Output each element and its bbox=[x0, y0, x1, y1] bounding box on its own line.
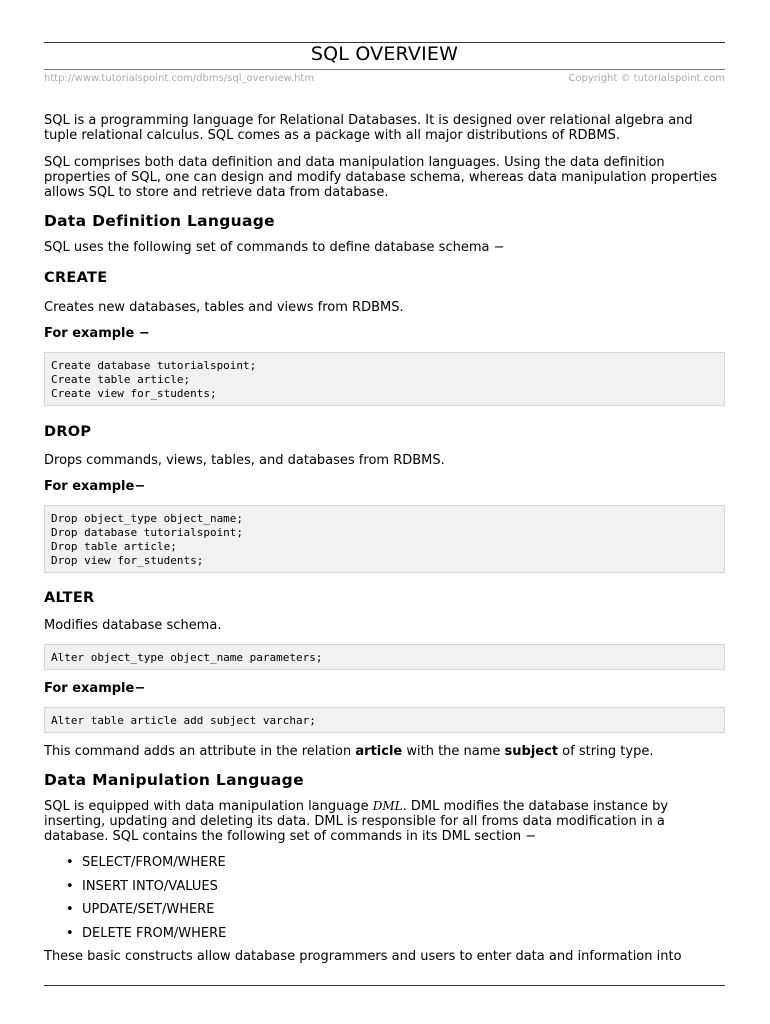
dml-closing: These basic constructs allow database programmers and users to enter data and information into bbox=[44, 949, 682, 964]
alter-heading: ALTER bbox=[44, 590, 95, 606]
ddl-intro: SQL uses the following set of commands to define database schema − bbox=[44, 240, 505, 255]
list-item: • UPDATE/SET/WHERE bbox=[82, 902, 725, 917]
page-meta bbox=[44, 73, 725, 84]
alter-note-text-1: This command adds an attribute in the relation bbox=[44, 744, 356, 759]
create-example-label: For example − bbox=[44, 326, 150, 341]
drop-description: Drops commands, views, tables, and databases from RDBMS. bbox=[44, 453, 445, 468]
alter-note bbox=[44, 744, 725, 759]
article-body bbox=[44, 113, 725, 964]
alter-syntax-code-block: Alter object_type object_name parameters; bbox=[44, 644, 725, 670]
ddl-heading: Data Definition Language bbox=[44, 212, 275, 230]
intro-paragraph-2: SQL comprises both data definition and data manipulation languages. Using the data definition properties of SQL, one can design and modify database schema, whereas data manipulation properties allows SQL to store and retrieve data from database. bbox=[44, 155, 718, 200]
dml-heading: Data Manipulation Language bbox=[44, 771, 304, 789]
drop-heading: DROP bbox=[44, 424, 92, 440]
dml-command-list bbox=[44, 855, 725, 941]
create-code-block: Create database tutorialspoint; Create table article; Create view for_students; bbox=[44, 352, 725, 406]
copyright: Copyright © tutorialspoint.com bbox=[568, 73, 725, 84]
intro-paragraph-1: SQL is a programming language for Relational Databases. It is designed over relational algebra and tuple relational calculus. SQL comes as a package with all major distributions of RDBMS. bbox=[44, 113, 693, 143]
list-item: • DELETE FROM/WHERE bbox=[82, 926, 725, 941]
dml-term: DML bbox=[372, 799, 403, 813]
create-description: Creates new databases, tables and views from RDBMS. bbox=[44, 300, 404, 315]
title-rule bbox=[44, 69, 725, 70]
alter-note-article: article bbox=[355, 744, 403, 759]
bottom-rule bbox=[44, 985, 725, 986]
list-item: • SELECT/FROM/WHERE bbox=[82, 855, 725, 870]
drop-example-label: For example− bbox=[44, 479, 146, 494]
dml-paragraph-text-2: . DML modifies the database instance by inserting, updating and deleting its data. DML is responsible for all froms data modification in a database. SQL contains the following set of commands in its DML section − bbox=[44, 799, 669, 844]
alter-note-text-2: with the name bbox=[402, 744, 505, 759]
alter-description: Modifies database schema. bbox=[44, 618, 222, 633]
source-url[interactable]: http://www.tutorialspoint.com/dbms/sql_overview.htm bbox=[44, 73, 315, 84]
page-title: SQL OVERVIEW bbox=[310, 43, 459, 65]
dml-paragraph bbox=[44, 799, 725, 844]
alter-code-block: Alter table article add subject varchar; bbox=[44, 707, 725, 733]
list-item: • INSERT INTO/VALUES bbox=[82, 879, 725, 894]
alter-note-text-3: of string type. bbox=[558, 744, 654, 759]
alter-example-label: For example− bbox=[44, 681, 146, 696]
drop-code-block: Drop object_type object_name; Drop database tutorialspoint; Drop table article; Drop view for_students; bbox=[44, 505, 725, 573]
dml-paragraph-text-1: SQL is equipped with data manipulation language bbox=[44, 799, 373, 814]
create-heading: CREATE bbox=[44, 270, 108, 286]
alter-note-subject: subject bbox=[504, 744, 559, 759]
